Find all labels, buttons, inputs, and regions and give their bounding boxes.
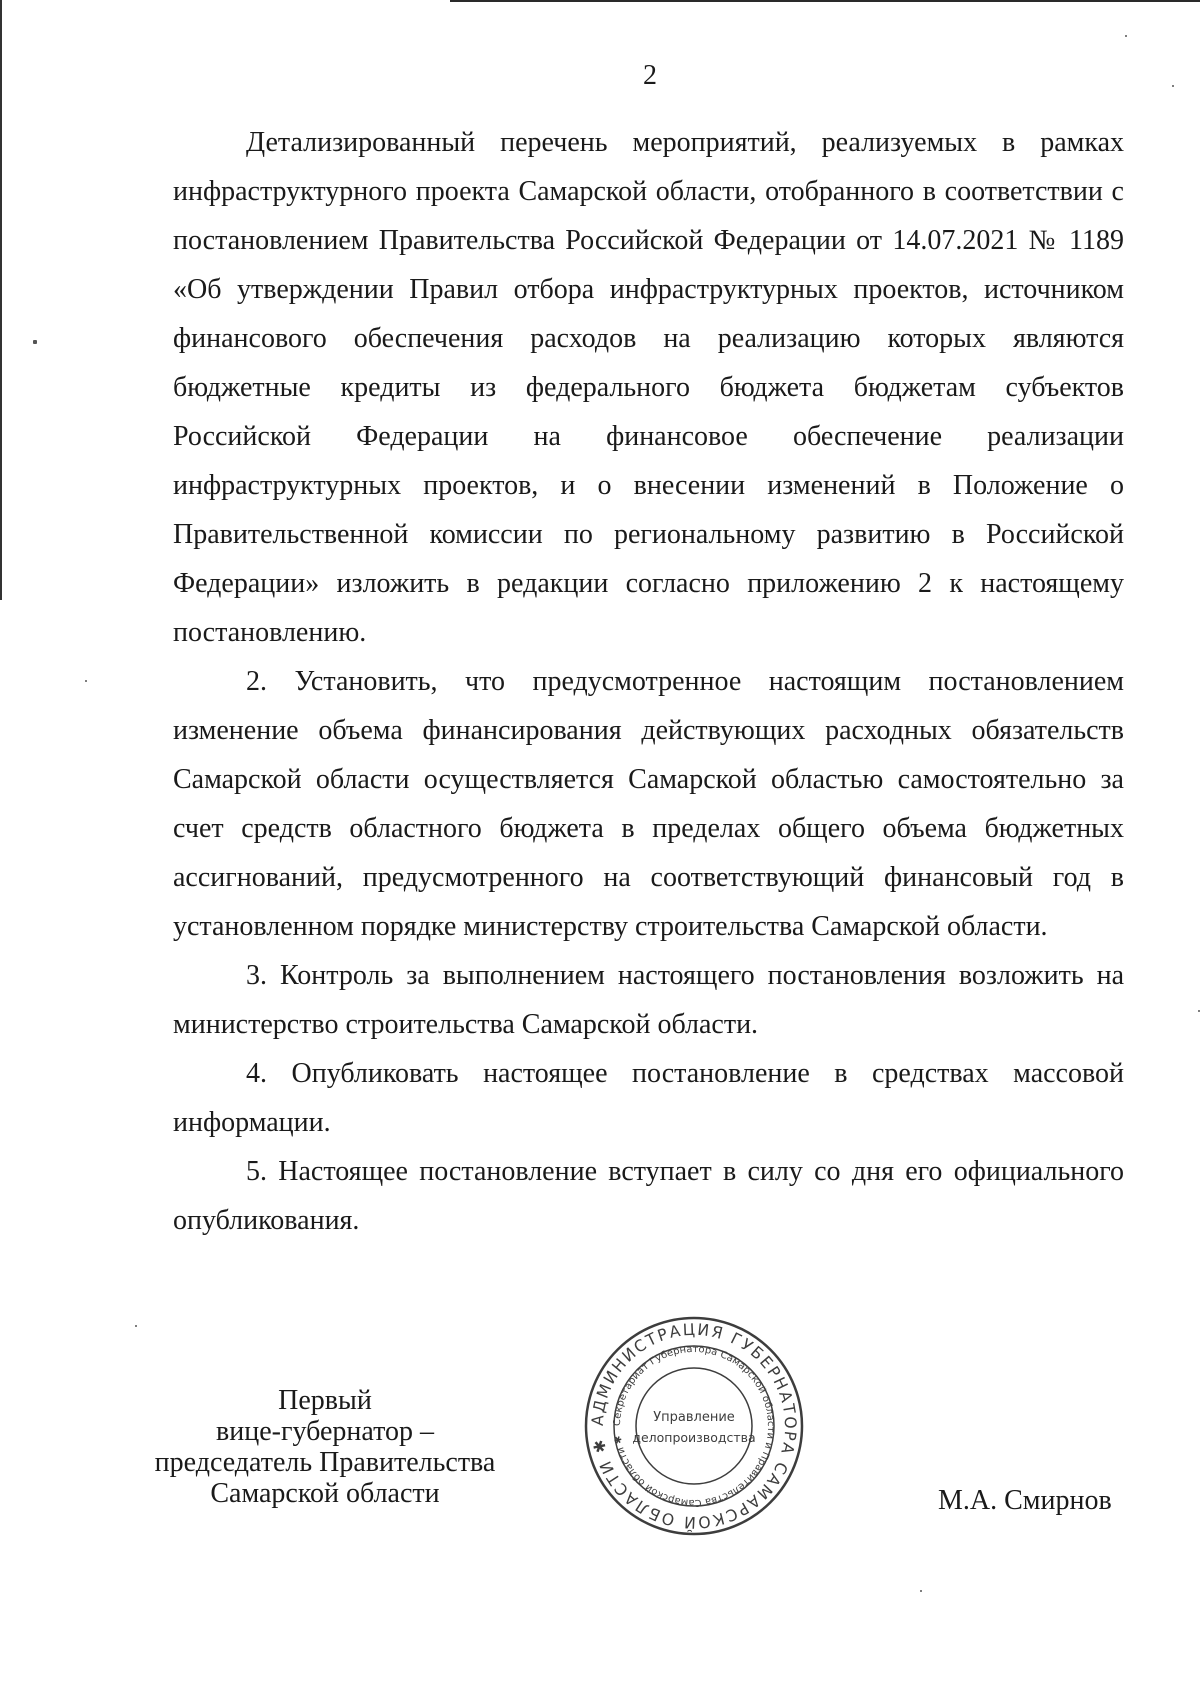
scan-top-edge-line <box>450 0 1200 2</box>
scan-speck <box>85 680 87 682</box>
scan-speck <box>135 1325 137 1327</box>
scan-speck <box>1172 85 1174 87</box>
page-number: 2 <box>643 60 657 91</box>
signatory-position-line-4: Самарской области <box>210 1478 440 1509</box>
scan-speck <box>1125 35 1127 37</box>
signatory-name: М.А. Смирнов <box>938 1485 1112 1516</box>
signatory-position <box>140 1385 510 1509</box>
seal-inner-ring <box>636 1368 752 1484</box>
seal-center-line-2: делопроизводства <box>632 1430 756 1445</box>
signatory-position-line-2: вице-губернатор – <box>216 1416 434 1447</box>
official-seal <box>583 1315 805 1537</box>
paragraph-2: 2. Установить, что предусмотренное настоящим постановлением изменение объема финансирования действующих расходных обязательств Самарской области осуществляется Самарской областью самостоятельно за счет средств областного бюджета в пределах общего объема бюджетных ассигнований, предусмотренного на соответствующий финансовый год в установленном порядке министерству строительства Самарской области. <box>173 666 1124 942</box>
scan-speck <box>33 340 37 344</box>
scan-speck <box>920 1590 922 1592</box>
paragraph-3: 3. Контроль за выполнением настоящего постановления возложить на министерство строительства Самарской области. <box>173 960 1124 1040</box>
document-body <box>173 118 1124 1245</box>
seal-outer-text: АДМИНИСТРАЦИЯ ГУБЕРНАТОРА САМАРСКОЙ ОБЛАСТИ ✱ <box>587 1319 801 1533</box>
signatory-position-line-1: Первый <box>278 1385 372 1416</box>
paragraph-5: 5. Настоящее постановление вступает в силу со дня его официального опубликования. <box>173 1156 1124 1236</box>
paragraph-4: 4. Опубликовать настоящее постановление в средствах массовой информации. <box>173 1058 1124 1138</box>
seal-center-line-1: Управление <box>653 1410 735 1425</box>
paragraph-1: Детализированный перечень мероприятий, реализуемых в рамках инфраструктурного проекта Самарской области, отобранного в соответствии с постановлением Правительства Российской Федерации от 14.07.2021 № 1189 «Об утверждении Правил отбора инфраструктурных проектов, источником финансового обеспечения расходов на реализацию которых являются бюджетные кредиты из федерального бюджета бюджетам субъектов Российской Федерации на финансовое обеспечение реализации инфраструктурных проектов, и о внесении изменений в Положение о Правительственной комиссии по региональному развитию в Российской Федерации» изложить в редакции согласно приложению 2 к настоящему постановлению. <box>173 127 1124 648</box>
signatory-position-line-3: председатель Правительства <box>154 1447 496 1478</box>
seal-inner-text: Секретариат Губернатора Самарской области и Правительства Самарской области ✱ <box>611 1343 777 1509</box>
